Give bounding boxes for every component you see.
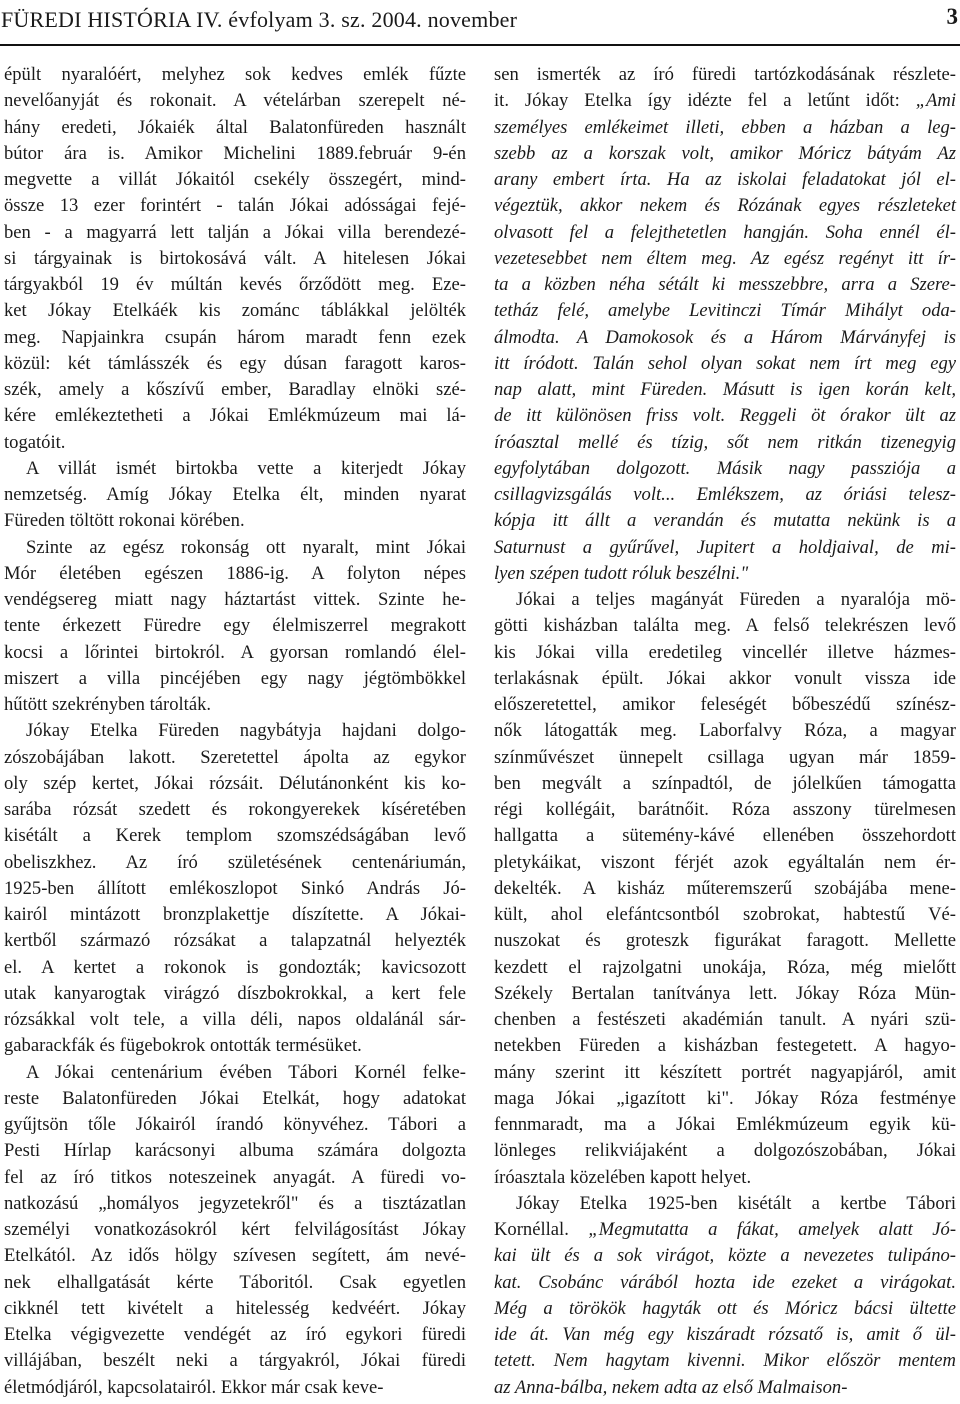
text-line: Szinte az egész rokonság ott nyaralt, mint Jókai — [26, 536, 466, 558]
text-line: megvette a villát Jókaitól csekély összegért, mind- — [4, 169, 466, 190]
text-line: tárgyakból 19 év múltán kevés őrződött meg. Eze- — [4, 274, 466, 295]
text-line: netekben Füreden a kisházban festegetett. A hagyo- — [494, 1035, 956, 1057]
text-line: személyi vonatkozásokról kért felvilágosítást Jókay — [4, 1219, 466, 1240]
text-line: Még a törökök hagyták ott és Móricz bácsi ültette — [494, 1297, 956, 1319]
text-line: szebb az a korszak volt, amikor Móricz bátyám Az — [494, 142, 956, 164]
text-line: A Jókai centenárium évében Tábori Kornél felke- — [26, 1061, 466, 1083]
text-line: oly szép kertet, Jókai rózsáit. Délutánonként kis ko- — [4, 772, 466, 794]
text-line: csillagvizsgálás volt... Emlékszem, az óriási telesz- — [494, 484, 956, 505]
text-line: arany embert írta. Ha az iskolai feladatokat jól el- — [494, 169, 956, 190]
text-line: meg. Napjainkra csupán három maradt fenn ezek — [4, 326, 466, 348]
text-line: kis Jókai villa eredetileg vincellér illetve házmes- — [494, 641, 956, 663]
text-line: lönleges relikviájaként a dolgozószobában, Jókai — [494, 1140, 956, 1162]
text-line: nap alatt, mint Füreden. Másutt is igen korán kelt, — [494, 379, 956, 400]
page-number: 3 — [946, 4, 958, 29]
text-line: sen ismerték az író füredi tartózkodásának részlete- — [494, 64, 956, 85]
text-line: színművészet ünnepelt csillaga ugyan már 1859- — [494, 746, 956, 768]
right-column — [494, 62, 956, 1401]
text-line: gyűjtsön tőle Jókairól írandó könyvéhez. Tábori a — [4, 1114, 466, 1135]
text-line: szék, amely a kőszívű ember, Baradlay elnöki szé- — [4, 379, 466, 400]
text-line: tetett. Nem hagytam kivenni. Mikor először mentem — [494, 1350, 956, 1372]
text-line: Kornéllal. „Megmutatta a fákat, amelyek alatt Jó- — [494, 1219, 957, 1240]
text-line: obeliszkhez. Az író születésének centenáriumán, — [4, 851, 466, 873]
text-line: gabarackfák és fügebokrok ontották termésüket. — [4, 1035, 362, 1057]
text-line: 1925-ben állított emlékoszlopot Sinkó András Jó- — [4, 877, 466, 899]
text-line: fel az író titkos noteszeinek anyagát. A füredi vo- — [4, 1166, 466, 1188]
text-line: közül: két támlásszék és egy dúsan faragott karos- — [4, 352, 466, 374]
text-line: Székely Bertalan tanítványa lett. Jókay Róza Mün- — [494, 982, 956, 1004]
text-line: reste Balatonfüreden Jókai Etelkát, hogy adatokat — [4, 1087, 466, 1109]
text-line: olvasott fel a felejthetetlen hangján. Soha ennél él- — [494, 221, 956, 243]
text-line: hallgatta a sütemény-kávé ellenében összehordott — [494, 825, 956, 847]
text-line: si tárgyainak is birtokosává vált. A hitelesen Jókai — [4, 247, 466, 269]
text-line: nemzetség. Amíg Jókay Etelka élt, minden nyarat — [4, 484, 466, 505]
text-line: ben megvált a színpadtól, de jólelkűen támogatta — [494, 772, 956, 794]
text-line: nek elhallgatását kérte Táboritól. Csak egyetlen — [4, 1271, 466, 1293]
text-line: chenben a festészeti akadémián tanult. A nyári szü- — [494, 1009, 956, 1030]
text-line: végeztük, akkor nekem és Rózának egyes részleteket — [494, 195, 956, 217]
text-line: nuszokat és groteszk figurákat faragott. Mellette — [494, 930, 956, 952]
text-line: tente érkezett Füredre egy élelmiszerrel megrakott — [4, 615, 466, 637]
text-line: Etelka végigvezette vendégét az író egykori füredi — [4, 1324, 466, 1345]
text-line: Saturnust a gyűrűvel, Jupitert a holdjaival, de mi- — [494, 536, 956, 558]
text-line: fennmaradt, ma a Jókai Emlékmúzeum egyik kü- — [494, 1114, 956, 1135]
text-line: utak kanyarogtak virágzó díszbokrokkal, a kert fele — [4, 982, 466, 1004]
text-line: egyfolytában dolgozott. Másik nagy passziója a — [494, 457, 956, 479]
text-line: kezdett el rajzolgatni unokája, Róza, még mielőtt — [494, 956, 956, 978]
text-line: kat. Csobánc várából hozta ide ezeket a virágokat. — [494, 1271, 956, 1293]
text-line: épült nyaralóért, melyhez sok kedves emlék fűzte — [4, 64, 466, 85]
text-line: kült, ahol elefántcsontból szobrokat, habtestű Vé- — [494, 904, 956, 925]
text-line: bútor ára is. Amikor Michelini 1889.február 9-én — [4, 142, 466, 164]
text-line: Etelkától. Az idős hölgy szívesen segített, ám nevé- — [4, 1245, 466, 1267]
text-line: terlakásnak épült. Jókai akkor vonult vissza ide — [494, 667, 956, 689]
text-line: Füreden töltött rokonai körében. — [4, 510, 245, 532]
text-line: götti kisházban találta meg. A felső telekrészen levő — [494, 615, 956, 637]
text-line: A villát ismét birtokba vette a kiterjedt Jókay — [26, 457, 466, 479]
text-line: de itt különösen friss volt. Reggeli öt órakor ült az — [494, 405, 956, 427]
publication-title: FÜREDI HISTÓRIA IV. évfolyam 3. sz. 2004. november — [1, 7, 518, 32]
text-line: itt íródott. Talán sehol olyan sokat nem írt meg egy — [494, 352, 956, 374]
text-line: lyen szépen tudott róluk beszélni." — [494, 562, 749, 584]
text-line: személyes emlékeimet illeti, ebben a házban a leg- — [494, 116, 956, 138]
text-line: ben - a magyarrá lett talján a Jókai villa berendezé- — [4, 221, 466, 243]
text-line: vendégsereg miatt nagy háztartást vittek. Szinte he- — [4, 589, 466, 610]
text-line: vezetesebbet nem éltem meg. Az egész regényt itt ír- — [494, 247, 956, 269]
text-line: álmodta. A Damokosok és a Három Márványfej is — [494, 326, 956, 348]
text-line: hűtött szekrényben tárolták. — [4, 694, 212, 715]
text-line: el. A kertet a rokonok is gondozták; kavicsozott — [4, 956, 466, 978]
text-line: Jókay Etelka Füreden nagybátyja hajdani dolgo- — [26, 720, 466, 742]
text-line: zószobájában lakott. Szeretettel ápolta az egykor — [4, 746, 466, 768]
text-line: nők látogatták meg. Laborfalvy Róza, a magyar — [494, 720, 956, 742]
text-line: kisétált a Kerek templom szomszédságában levő — [4, 825, 466, 847]
text-line: dekelték. A kisház műteremszerű szobájába mene- — [494, 877, 956, 899]
text-line: ide át. Van még egy kiszáradt rózsatő is, amit ő ül- — [494, 1324, 956, 1345]
text-line: ket Jókay Etelkáék kis zománc táblákkal jelölték — [4, 300, 466, 322]
text-line: cikknél tett kivételt a hitelesség kedvéért. Jókay — [4, 1297, 466, 1319]
text-line: miszert a villa pincéjében egy nagy jégtömbökkel — [4, 667, 466, 689]
text-line: kai ült és a sok virágot, közte a nevezetes tulipáno- — [494, 1245, 956, 1267]
text-line: előszeretettel, amikor feleségét bőbeszédű színész- — [494, 694, 956, 715]
text-line: pletykáikat, viszont férjét azok egyáltalán nem ér- — [494, 851, 956, 873]
text-line: tetház felé, amelybe Levitinczi Tímár Mihályt oda- — [494, 300, 956, 322]
text-line: it. Jókay Etelka így idézte fel a letűnt időt: „Ami — [494, 90, 956, 112]
text-line: Jókay Etelka 1925-ben kisétált a kertbe Tábori — [516, 1192, 956, 1214]
text-line: életmódjáról, kapcsolatairól. Ekkor már csak keve- — [4, 1376, 384, 1398]
text-line: togatóit. — [4, 431, 66, 453]
text-line: sarába rózsát szedett és rokongyerekek kíséretében — [4, 799, 466, 820]
text-line: kére emlékeztetheti a Jókai Emlékmúzeum mai lá- — [4, 405, 466, 427]
text-line: natkozású „homályos jegyzetekről" és a tisztázatlan — [4, 1192, 466, 1214]
left-column — [4, 62, 466, 1401]
text-line: össze 13 ezer forintért - talán Jókai adósságai fejé- — [4, 195, 466, 217]
text-line: nevelőanyját és rokonait. A vételárban szerepelt né- — [4, 90, 466, 112]
text-line: kocsi a lőrintei birtokról. A gyorsan romlandó élel- — [4, 641, 466, 663]
text-line: íróasztala közelében kapott helyet. — [494, 1166, 752, 1188]
text-line: régi kollégáit, barátnőit. Róza asszony türelmesen — [494, 799, 956, 820]
text-line: Jókai a teljes magányát Füreden a nyaralója mö- — [516, 589, 956, 610]
text-line: az Anna-bálba, nekem adta az első Malmaison- — [494, 1376, 848, 1398]
text-line: hány eredeti, Jókaiék által Balatonfüreden használt — [4, 116, 466, 138]
text-line: Mór életében egészen 1886-ig. A folyton népes — [4, 562, 466, 584]
text-line: kópja itt állt a verandán és mutatta nekünk is a — [494, 510, 956, 532]
text-line: kairól mintázott bronzplakettje díszítette. A Jókai- — [4, 904, 466, 925]
text-line: kertből származó rózsákat a talapzatnál helyezték — [4, 930, 466, 952]
text-line: Pesti Hírlap karácsonyi albuma számára dolgozta — [4, 1140, 466, 1162]
page-header — [0, 0, 960, 46]
text-line: íróasztal mellé és tízig, sőt nem ritkán tizenegyig — [494, 431, 956, 453]
text-line: rózsákkal volt tele, a villa déli, napos oldalánál sár- — [4, 1009, 466, 1030]
text-line: maga Jókai „igazított ki". Jókay Róza festménye — [494, 1087, 956, 1109]
text-line: villájában, beszélt neki a tárgyakról, Jókai füredi — [4, 1350, 466, 1372]
text-line: ta a közben néha sétált ki messzebbre, arra a Szere- — [494, 274, 956, 295]
text-line: mány szerint itt készített portrét nagyapjáról, amit — [494, 1061, 956, 1083]
